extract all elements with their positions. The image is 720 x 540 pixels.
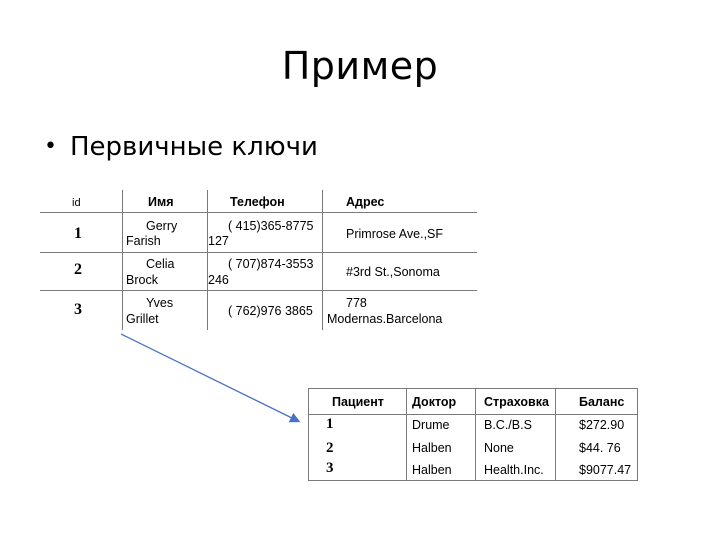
- doctor: Halben: [412, 463, 452, 477]
- column-header-balance: Баланс: [579, 395, 625, 409]
- patient-id: 1: [326, 416, 334, 432]
- doctor: Drume: [412, 418, 450, 432]
- patient-id: 2: [326, 440, 334, 456]
- balance: $272.90: [579, 418, 625, 432]
- column-header-phone: Телефон: [230, 195, 285, 209]
- insurance: None: [484, 441, 514, 455]
- name-last: Brock: [126, 273, 158, 287]
- phone: ( 707)874-3553: [228, 257, 314, 271]
- phone-ext: 127: [208, 234, 229, 248]
- phone: ( 415)365-8775: [228, 219, 314, 233]
- column-header-name: Имя: [148, 195, 174, 209]
- row-id: 1: [74, 225, 82, 242]
- column-divider: [637, 388, 638, 481]
- column-header-address: Адрес: [346, 195, 385, 209]
- column-header-patient: Пациент: [332, 395, 384, 409]
- insurance: Health.Inc.: [484, 463, 544, 477]
- doctor: Halben: [412, 441, 452, 455]
- insurance: B.C./B.S: [484, 418, 532, 432]
- row-divider: [308, 414, 638, 415]
- slide-title: Пример: [281, 44, 439, 88]
- phone-ext: 246: [208, 273, 229, 287]
- name-last: Farish: [126, 234, 161, 248]
- column-divider: [406, 388, 407, 481]
- phone: ( 762)976 3865: [228, 304, 313, 318]
- balance: $9077.47: [579, 463, 632, 477]
- bullet-dot-icon: •: [44, 134, 57, 159]
- column-divider: [555, 388, 556, 481]
- address: #3rd St.,Sonoma: [346, 265, 440, 279]
- name-first: Celia: [146, 257, 175, 271]
- billing-table: [308, 388, 638, 481]
- bullet-text: Первичные ключи: [70, 132, 318, 162]
- row-id: 2: [74, 261, 82, 278]
- name-last: Grillet: [126, 312, 159, 326]
- column-header-insurance: Страховка: [484, 395, 549, 409]
- column-header-id: id: [72, 197, 81, 209]
- name-first: Gerry: [146, 219, 178, 233]
- row-divider: [308, 480, 638, 481]
- address-street: Modernas.Barcelona: [327, 312, 443, 326]
- name-first: Yves: [146, 296, 174, 310]
- balance: $44. 76: [579, 441, 621, 455]
- address-number: 778: [346, 296, 367, 310]
- address: Primrose Ave.,SF: [346, 227, 444, 241]
- column-divider: [308, 388, 309, 481]
- column-header-doctor: Доктор: [412, 395, 457, 409]
- patient-id: 3: [326, 460, 334, 476]
- column-divider: [475, 388, 476, 481]
- row-divider: [308, 388, 638, 389]
- row-id: 3: [74, 301, 82, 318]
